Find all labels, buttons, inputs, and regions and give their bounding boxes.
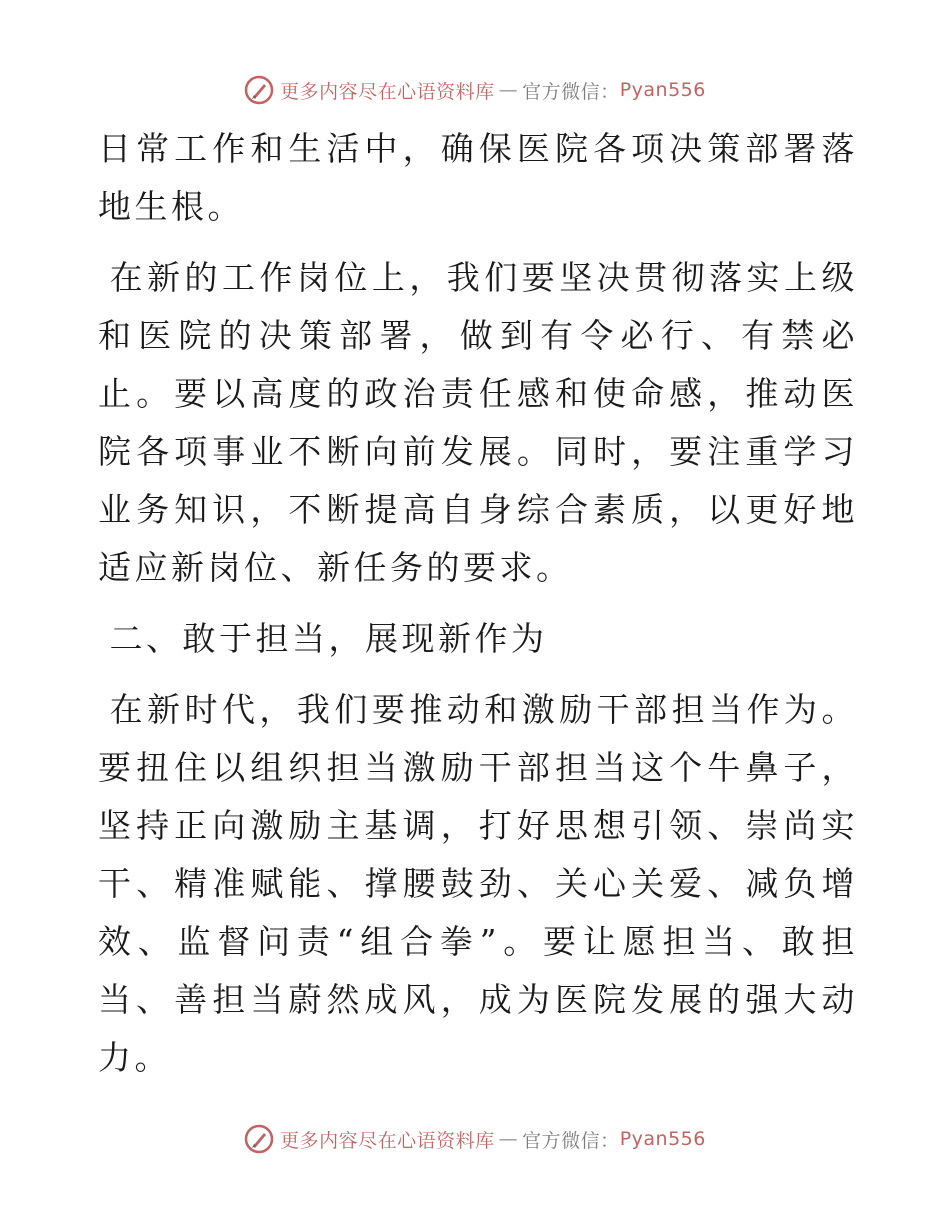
paragraph-new-era: 在新时代，我们要推动和激励干部担当作为。要扭住以组织担当激励干部担当这个牛鼻子，坚持正向激励主基调，打好思想引领、崇尚实干、精准赋能、撑腰鼓劲、关心关爱、减负增效、监督问责“组合拳”。要让愿担当、敢担当、善担当蔚然成风，成为医院发展的强大动力。 [98, 690, 858, 1077]
footer-watermark [0, 1119, 950, 1159]
header-watermark [0, 70, 950, 110]
watermark-wechat-label: 官方微信： [522, 1129, 620, 1152]
watermark-wechat-id: Pyan556 [619, 1128, 706, 1150]
document-body [98, 120, 858, 1087]
pen-logo-icon [244, 75, 274, 105]
paragraph-continuation: 日常工作和生活中，确保医院各项决策部署落地生根。 [98, 129, 858, 226]
watermark-site-text: 更多内容尽在心语资料库 [280, 80, 495, 103]
paragraph-new-post: 在新的工作岗位上，我们要坚决贯彻落实上级和医院的决策部署，做到有令必行、有禁必止。要以高度的政治责任感和使命感，推动医院各项事业不断向前发展。同时，要注重学习业务知识，不断提高自身综合素质，以更好地适应新岗位、新任务的要求。 [98, 258, 858, 587]
pen-logo-icon [244, 1124, 274, 1154]
section-heading: 二、敢于担当，展现新作为 [109, 619, 548, 658]
watermark-separator: — [498, 1128, 519, 1150]
watermark-wechat-label: 官方微信： [522, 80, 620, 103]
watermark-separator: — [498, 79, 519, 101]
watermark-wechat-id: Pyan556 [619, 79, 706, 101]
watermark-site-text: 更多内容尽在心语资料库 [280, 1129, 495, 1152]
